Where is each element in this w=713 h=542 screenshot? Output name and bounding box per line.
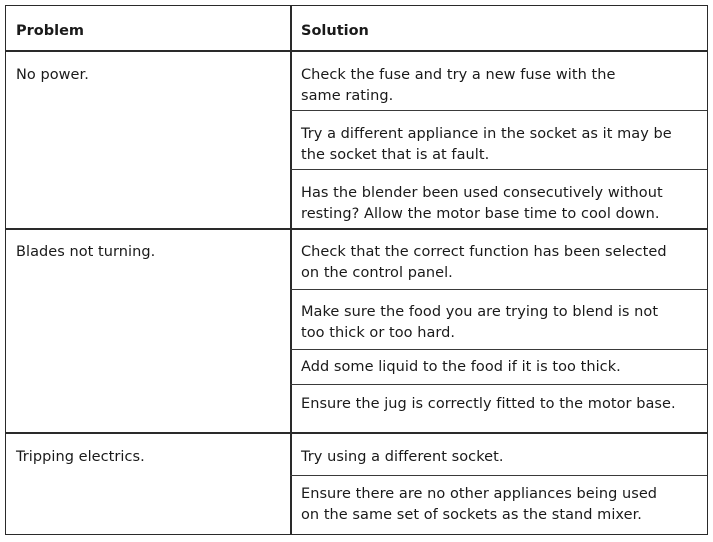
solution-item: Try using a different socket.	[301, 449, 504, 465]
solution-item: Make sure the food you are trying to blend is not too thick or too hard.	[301, 304, 659, 341]
solution-item: Check that the correct function has been selected on the control panel.	[301, 244, 667, 281]
solution-divider	[290, 384, 707, 385]
group-divider-1	[6, 228, 707, 230]
solution-item: Add some liquid to the food if it is too thick.	[301, 359, 621, 375]
troubleshooting-table	[5, 5, 708, 535]
header-solution: Solution	[301, 23, 369, 39]
solution-divider	[290, 475, 707, 476]
problem-no-power: No power.	[16, 67, 89, 83]
solution-item: Has the blender been used consecutively without resting? Allow the motor base time to cool down.	[301, 185, 663, 222]
solution-divider	[290, 289, 707, 290]
column-divider	[290, 6, 292, 534]
solution-divider	[290, 169, 707, 170]
solution-item: Try a different appliance in the socket as it may be the socket that is at fault.	[301, 126, 672, 163]
solution-item: Ensure the jug is correctly fitted to the motor base.	[301, 396, 676, 412]
group-divider-2	[6, 432, 707, 434]
problem-tripping-electrics: Tripping electrics.	[16, 449, 145, 465]
solution-divider	[290, 110, 707, 111]
problem-blades-not-turning: Blades not turning.	[16, 244, 156, 260]
solution-item: Ensure there are no other appliances being used on the same set of sockets as the stand mixer.	[301, 486, 658, 523]
solution-item: Check the fuse and try a new fuse with the same rating.	[301, 67, 616, 104]
header-problem: Problem	[16, 23, 85, 39]
solution-divider	[290, 349, 707, 350]
header-divider	[6, 50, 707, 52]
